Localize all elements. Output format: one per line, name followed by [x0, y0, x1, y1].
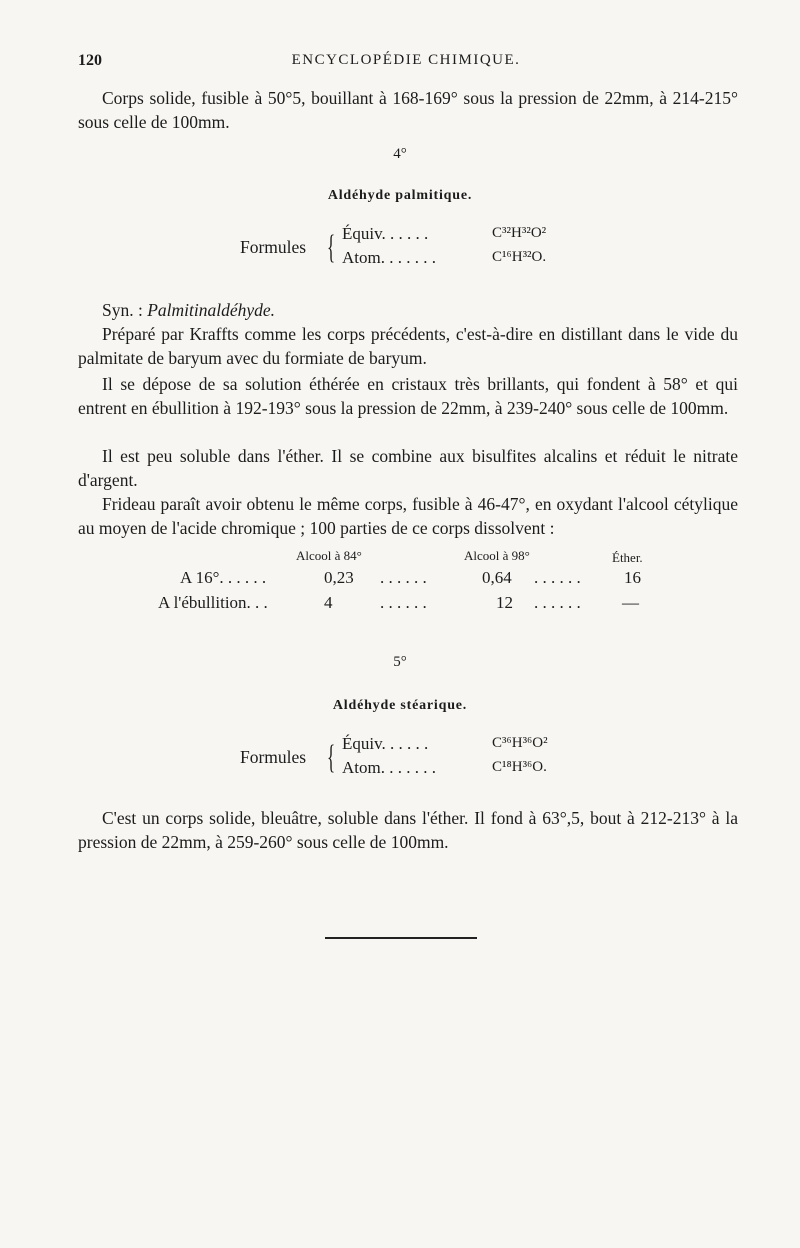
table-cell: 0,64 — [482, 568, 512, 587]
table-cell: 16 — [624, 568, 641, 587]
page-number: 120 — [78, 52, 102, 69]
table-cell: — — [622, 593, 639, 612]
table-leader-dots: . . . . . . — [380, 568, 427, 587]
paragraph-solubility: Il est peu soluble dans l'éther. Il se combine aux bisulfites alcalins et réduit le nitrate d'argent. — [78, 446, 738, 490]
brace-icon: { — [327, 739, 336, 776]
formula-atom-value: C¹⁶H³²O. — [492, 249, 547, 265]
formula-label: Formules — [240, 237, 307, 257]
table-header-alcool-98: Alcool à 98° — [464, 548, 530, 563]
table-header-alcool-84: Alcool à 84° — [296, 548, 362, 563]
formula-label: Formules — [240, 747, 307, 767]
table-header-ether: Éther. — [612, 550, 643, 565]
paragraph-crystals: Il se dépose de sa solution éthérée en cristaux très brillants, qui fondent à 58° et qui entrent en ébullition à 192-193° sous la pression de 22mm, à 239-240° sous celle de 100mm. — [78, 374, 738, 418]
brace-icon: { — [327, 229, 336, 266]
synonym-name: Palmitinaldéhyde. — [147, 300, 276, 320]
section-4-number: 4° — [393, 146, 407, 162]
running-title: ENCYCLOPÉDIE CHIMIQUE. — [291, 52, 521, 68]
formula-equiv-value: C³²H³²O² — [492, 225, 547, 241]
formula-equiv-value: C³⁶H³⁶O² — [492, 735, 548, 751]
formula-equiv-label: Équiv. . . . . . — [342, 224, 429, 243]
formula-atom-label: Atom. . . . . . . — [342, 758, 436, 777]
page-header — [78, 52, 734, 74]
intro-paragraph: Corps solide, fusible à 50°5, bouillant à 168-169° sous la pression de 22mm, à 214-215° sous celle de 100mm. — [78, 88, 738, 132]
synonym-prefix: Syn. : — [102, 300, 148, 320]
formula-atom-value: C¹⁸H³⁶O. — [492, 759, 547, 775]
table-leader-dots: . . . . . . — [534, 593, 581, 612]
table-row-label: A 16°. . . . . . — [180, 568, 267, 587]
section-4-title: Aldéhyde palmitique. — [327, 188, 473, 203]
table-cell: 0,23 — [324, 568, 354, 587]
section-5-formulas — [240, 734, 600, 784]
table-row-label: A l'ébullition. . . — [158, 593, 268, 612]
formula-equiv-label: Équiv. . . . . . — [342, 734, 429, 753]
final-paragraph: C'est un corps solide, bleuâtre, soluble dans l'éther. Il fond à 63°,5, bout à 212-213° à la pression de 22mm, à 259-260° sous celle de 100mm. — [78, 808, 738, 852]
end-rule-divider — [325, 937, 477, 939]
section-4-formulas — [240, 224, 600, 274]
formula-atom-label: Atom. . . . . . . — [342, 248, 436, 267]
table-leader-dots: . . . . . . — [380, 593, 427, 612]
section-5-title: Aldéhyde stéarique. — [332, 698, 468, 713]
paragraph-frideau: Frideau paraît avoir obtenu le même corps, fusible à 46-47°, en oxydant l'alcool cétylique au moyen de l'acide chromique ; 100 parties de ce corps dissolvent : — [78, 494, 738, 538]
section-5-number: 5° — [393, 654, 407, 670]
paragraph-preparation: Préparé par Kraffts comme les corps précédents, c'est-à-dire en distillant dans le vide du palmitate de baryum avec du formiate de baryum. — [78, 324, 738, 368]
table-leader-dots: . . . . . . — [534, 568, 581, 587]
table-cell: 12 — [496, 593, 513, 612]
synonym-line — [78, 298, 738, 322]
table-cell: 4 — [324, 593, 333, 612]
